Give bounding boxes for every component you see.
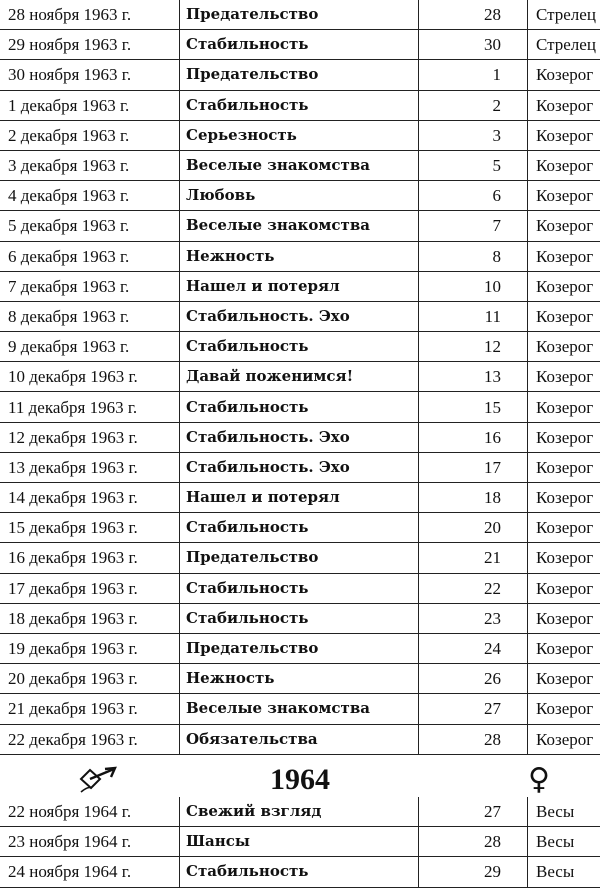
date-cell: 6 декабря 1963 г. xyxy=(0,241,180,271)
name-cell: Веселые знакомства xyxy=(180,211,419,241)
name-cell: Стабильность xyxy=(180,332,419,362)
table-row xyxy=(0,181,600,211)
number-cell: 28 xyxy=(419,0,528,30)
name-cell: Стабильность. Эхо xyxy=(180,452,419,482)
number-cell: 27 xyxy=(419,694,528,724)
table-row xyxy=(0,271,600,301)
date-cell: 16 декабря 1963 г. xyxy=(0,543,180,573)
date-cell: 24 ноября 1964 г. xyxy=(0,857,180,887)
date-cell: 10 декабря 1963 г. xyxy=(0,362,180,392)
year-divider xyxy=(0,763,600,797)
name-cell: Нежность xyxy=(180,664,419,694)
zodiac-cell: Козерог xyxy=(528,513,600,543)
number-cell: 22 xyxy=(419,573,528,603)
zodiac-cell: Козерог xyxy=(528,271,600,301)
zodiac-cell: Козерог xyxy=(528,694,600,724)
name-cell: Веселые знакомства xyxy=(180,694,419,724)
year-heading: 1964 xyxy=(270,763,330,796)
zodiac-cell: Козерог xyxy=(528,241,600,271)
date-cell: 12 декабря 1963 г. xyxy=(0,422,180,452)
table-1964-body xyxy=(0,797,600,887)
number-cell: 23 xyxy=(419,603,528,633)
date-cell: 29 ноября 1963 г. xyxy=(0,30,180,60)
name-cell: Стабильность. Эхо xyxy=(180,422,419,452)
name-cell: Предательство xyxy=(180,543,419,573)
name-cell: Предательство xyxy=(180,633,419,663)
table-row xyxy=(0,633,600,663)
date-cell: 22 ноября 1964 г. xyxy=(0,797,180,827)
name-cell: Свежий взгляд xyxy=(180,797,419,827)
zodiac-cell: Козерог xyxy=(528,664,600,694)
zodiac-cell: Козерог xyxy=(528,603,600,633)
zodiac-cell: Стрелец xyxy=(528,30,600,60)
table-row xyxy=(0,120,600,150)
date-cell: 2 декабря 1963 г. xyxy=(0,120,180,150)
name-cell: Давай поженимся! xyxy=(180,362,419,392)
date-cell: 1 декабря 1963 г. xyxy=(0,90,180,120)
date-cell: 22 декабря 1963 г. xyxy=(0,724,180,754)
zodiac-cell: Козерог xyxy=(528,150,600,180)
table-row xyxy=(0,241,600,271)
date-cell: 7 декабря 1963 г. xyxy=(0,271,180,301)
zodiac-cell: Весы xyxy=(528,797,600,827)
name-cell: Стабильность xyxy=(180,857,419,887)
zodiac-cell: Козерог xyxy=(528,332,600,362)
name-cell: Серьезность xyxy=(180,120,419,150)
name-cell: Стабильность xyxy=(180,392,419,422)
table-row xyxy=(0,797,600,827)
number-cell: 24 xyxy=(419,633,528,663)
number-cell: 21 xyxy=(419,543,528,573)
zodiac-cell: Козерог xyxy=(528,483,600,513)
table-row xyxy=(0,0,600,30)
table-row xyxy=(0,724,600,754)
date-cell: 5 декабря 1963 г. xyxy=(0,211,180,241)
date-cell: 30 ноября 1963 г. xyxy=(0,60,180,90)
number-cell: 28 xyxy=(419,724,528,754)
date-cell: 4 декабря 1963 г. xyxy=(0,181,180,211)
table-row xyxy=(0,392,600,422)
table-row xyxy=(0,857,600,887)
date-cell: 20 декабря 1963 г. xyxy=(0,664,180,694)
number-cell: 8 xyxy=(419,241,528,271)
zodiac-cell: Козерог xyxy=(528,452,600,482)
number-cell: 13 xyxy=(419,362,528,392)
name-cell: Обязательства xyxy=(180,724,419,754)
table-row xyxy=(0,543,600,573)
name-cell: Стабильность xyxy=(180,513,419,543)
number-cell: 11 xyxy=(419,301,528,331)
date-cell: 28 ноября 1963 г. xyxy=(0,0,180,30)
name-cell: Шансы xyxy=(180,827,419,857)
name-cell: Стабильность. Эхо xyxy=(180,301,419,331)
date-cell: 23 ноября 1964 г. xyxy=(0,827,180,857)
table-row xyxy=(0,301,600,331)
number-cell: 5 xyxy=(419,150,528,180)
table-row xyxy=(0,60,600,90)
name-cell: Нежность xyxy=(180,241,419,271)
table-row xyxy=(0,150,600,180)
table-row xyxy=(0,90,600,120)
date-cell: 15 декабря 1963 г. xyxy=(0,513,180,543)
number-cell: 10 xyxy=(419,271,528,301)
table-row xyxy=(0,573,600,603)
zodiac-cell: Козерог xyxy=(528,181,600,211)
zodiac-cell: Весы xyxy=(528,857,600,887)
zodiac-cell: Весы xyxy=(528,827,600,857)
zodiac-cell: Козерог xyxy=(528,633,600,663)
zodiac-cell: Козерог xyxy=(528,211,600,241)
table-row xyxy=(0,422,600,452)
date-cell: 11 декабря 1963 г. xyxy=(0,392,180,422)
name-cell: Предательство xyxy=(180,60,419,90)
name-cell: Нашел и потерял xyxy=(180,483,419,513)
zodiac-cell: Козерог xyxy=(528,362,600,392)
table-row xyxy=(0,483,600,513)
number-cell: 7 xyxy=(419,211,528,241)
zodiac-cell: Козерог xyxy=(528,543,600,573)
table-row xyxy=(0,211,600,241)
date-cell: 18 декабря 1963 г. xyxy=(0,603,180,633)
number-cell: 28 xyxy=(419,827,528,857)
number-cell: 15 xyxy=(419,392,528,422)
date-cell: 19 декабря 1963 г. xyxy=(0,633,180,663)
zodiac-cell: Козерог xyxy=(528,392,600,422)
table-row xyxy=(0,664,600,694)
name-cell: Стабильность xyxy=(180,573,419,603)
name-cell: Любовь xyxy=(180,181,419,211)
zodiac-cell: Козерог xyxy=(528,573,600,603)
number-cell: 27 xyxy=(419,797,528,827)
date-cell: 14 декабря 1963 г. xyxy=(0,483,180,513)
table-1964 xyxy=(0,797,600,888)
number-cell: 17 xyxy=(419,452,528,482)
name-cell: Стабильность xyxy=(180,30,419,60)
date-cell: 3 декабря 1963 г. xyxy=(0,150,180,180)
number-cell: 16 xyxy=(419,422,528,452)
date-cell: 17 декабря 1963 г. xyxy=(0,573,180,603)
number-cell: 29 xyxy=(419,857,528,887)
name-cell: Нашел и потерял xyxy=(180,271,419,301)
number-cell: 20 xyxy=(419,513,528,543)
zodiac-cell: Козерог xyxy=(528,724,600,754)
table-row xyxy=(0,513,600,543)
table-row xyxy=(0,362,600,392)
venus-symbol-icon: ♀ xyxy=(528,762,550,797)
date-cell: 13 декабря 1963 г. xyxy=(0,452,180,482)
zodiac-cell: Козерог xyxy=(528,422,600,452)
zodiac-cell: Козерог xyxy=(528,60,600,90)
zodiac-cell: Козерог xyxy=(528,301,600,331)
number-cell: 3 xyxy=(419,120,528,150)
date-cell: 21 декабря 1963 г. xyxy=(0,694,180,724)
name-cell: Веселые знакомства xyxy=(180,150,419,180)
table-row xyxy=(0,603,600,633)
number-cell: 6 xyxy=(419,181,528,211)
table-row xyxy=(0,30,600,60)
zodiac-cell: Стрелец xyxy=(528,0,600,30)
number-cell: 1 xyxy=(419,60,528,90)
name-cell: Предательство xyxy=(180,0,419,30)
number-cell: 30 xyxy=(419,30,528,60)
table-row xyxy=(0,694,600,724)
number-cell: 18 xyxy=(419,483,528,513)
number-cell: 2 xyxy=(419,90,528,120)
table-row xyxy=(0,827,600,857)
name-cell: Стабильность xyxy=(180,90,419,120)
number-cell: 26 xyxy=(419,664,528,694)
table-row xyxy=(0,332,600,362)
table-row xyxy=(0,452,600,482)
zodiac-cell: Козерог xyxy=(528,120,600,150)
zodiac-cell: Козерог xyxy=(528,90,600,120)
number-cell: 12 xyxy=(419,332,528,362)
date-cell: 8 декабря 1963 г. xyxy=(0,301,180,331)
name-cell: Стабильность xyxy=(180,603,419,633)
date-cell: 9 декабря 1963 г. xyxy=(0,332,180,362)
